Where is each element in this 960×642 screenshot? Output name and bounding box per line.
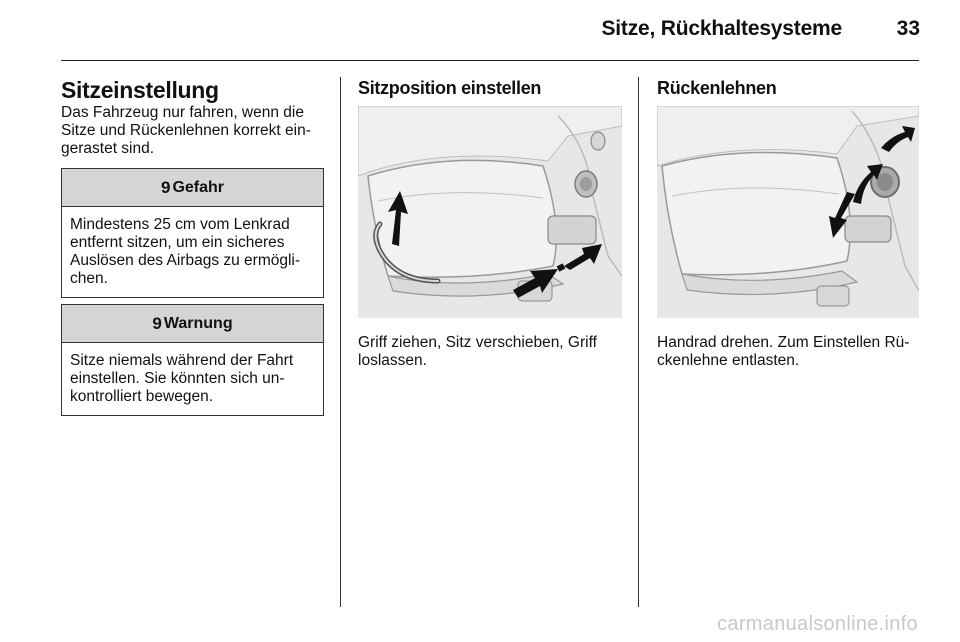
section-seat-adjustment — [61, 76, 324, 158]
section-title: Sitzeinstellung — [61, 77, 219, 103]
text-line: Auslösen des Airbags zu ermögli- — [70, 252, 301, 269]
column-divider — [340, 77, 341, 607]
warning-box-text — [62, 343, 323, 415]
warning-label: Warnung — [163, 314, 233, 332]
backrest-caption — [657, 334, 919, 370]
section-backrest — [657, 76, 920, 100]
text-line: gerastet sind. — [61, 140, 155, 157]
danger-label: Gefahr — [172, 178, 225, 196]
seat-position-caption — [358, 334, 622, 370]
text-line: Sitze niemals während der Fahrt — [70, 352, 294, 369]
header-divider — [61, 60, 919, 61]
seat-position-illustration — [358, 106, 622, 318]
intro-text — [61, 104, 324, 158]
text-line: Handrad drehen. Zum Einstellen Rü- — [657, 334, 910, 351]
section-title: Sitzposition einstellen — [358, 78, 542, 98]
text-line: chen. — [70, 270, 108, 287]
section-seat-position — [358, 76, 622, 100]
text-line: loslassen. — [358, 352, 427, 369]
text-line: Das Fahrzeug nur fahren, wenn die — [61, 104, 304, 121]
danger-box — [61, 168, 324, 298]
warning-box-header — [62, 305, 323, 343]
warning-triangle-icon: 9 — [152, 313, 162, 333]
page-number: 33 — [896, 17, 920, 40]
text-line: kontrolliert bewegen. — [70, 388, 214, 405]
section-title: Rückenlehnen — [657, 78, 777, 98]
seat-slide-handle-image — [358, 106, 622, 318]
text-line: Griff ziehen, Sitz verschieben, Griff — [358, 334, 597, 351]
danger-box-header — [62, 169, 323, 207]
text-line: Sitze und Rückenlehnen korrekt ein- — [61, 122, 311, 139]
page-header-title: Sitze, Rückhaltesysteme — [601, 17, 842, 40]
text-line: einstellen. Sie könnten sich un- — [70, 370, 285, 387]
text-line: Mindestens 25 cm vom Lenkrad — [70, 216, 290, 233]
backrest-illustration — [657, 106, 919, 318]
warning-box — [61, 304, 324, 416]
watermark: carmanualsonline.info — [717, 613, 918, 635]
backrest-handwheel-image — [657, 106, 919, 318]
warning-triangle-icon: 9 — [160, 177, 171, 197]
danger-box-text — [62, 207, 323, 297]
text-line: entfernt sitzen, um ein sicheres — [70, 234, 285, 251]
text-line: ckenlehne entlasten. — [657, 352, 800, 369]
column-divider — [638, 77, 639, 607]
